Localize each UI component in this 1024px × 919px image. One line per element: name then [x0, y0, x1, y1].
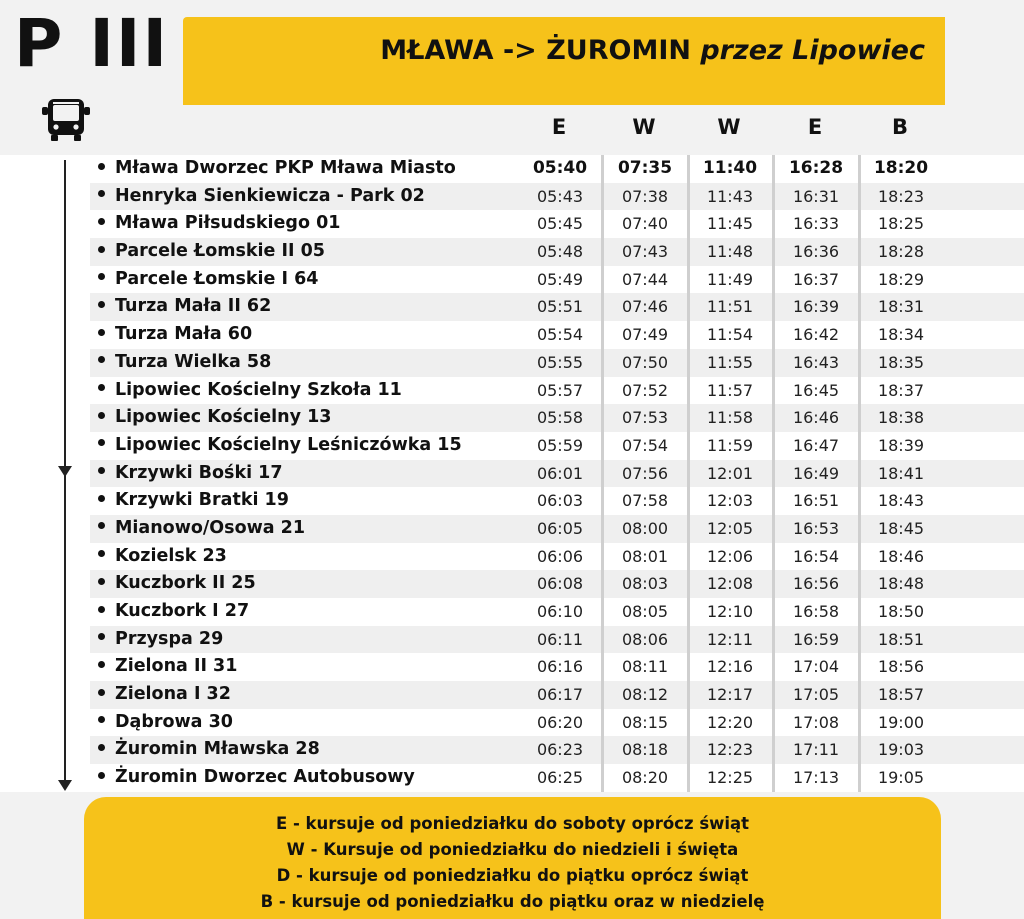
stop-name — [98, 349, 271, 377]
departure-time: 08:20 — [621, 768, 669, 788]
departure-time: 08:03 — [621, 574, 669, 594]
stop-name — [98, 487, 289, 515]
stop-name-label: Zielona I 32 — [115, 684, 231, 705]
table-row — [90, 487, 1024, 515]
stop-name — [98, 183, 425, 211]
bus-icon — [40, 97, 92, 143]
departure-time: 11:58 — [706, 408, 754, 428]
bullet-icon — [98, 772, 105, 779]
legend-line-e: E - kursuje od poniedziałku do soboty oprócz świąt — [275, 814, 750, 833]
departure-time: 11:48 — [706, 242, 754, 262]
bullet-icon — [98, 633, 105, 640]
legend-line-b: B - kursuje od poniedziałku do piątku oraz w niedzielę — [260, 892, 765, 911]
table-row — [90, 404, 1024, 432]
departure-time: 18:46 — [877, 546, 925, 566]
table-row — [90, 653, 1024, 681]
bullet-icon — [98, 689, 105, 696]
stop-name — [98, 432, 462, 460]
arrow-down-icon — [58, 780, 72, 791]
departure-time: 17:05 — [792, 685, 840, 705]
departure-time: 05:54 — [536, 325, 584, 345]
departure-time: 16:58 — [792, 602, 840, 621]
departure-time: 19:00 — [877, 712, 925, 732]
departure-time: 12:23 — [706, 740, 754, 760]
table-row — [90, 709, 1024, 737]
departure-time: 06:01 — [536, 463, 584, 483]
bullet-icon — [98, 495, 105, 502]
stop-name — [98, 626, 223, 654]
departure-time: 07:56 — [621, 463, 669, 483]
bullet-icon — [98, 661, 105, 668]
stop-name-label: Kuczbork I 27 — [115, 601, 250, 621]
departure-time: 11:49 — [706, 269, 754, 289]
departure-time: 06:20 — [536, 712, 584, 732]
departure-time: 12:06 — [706, 546, 754, 566]
departure-time: 16:43 — [792, 352, 840, 372]
stop-name-label: Lipowiec Kościelny Leśniczówka 15 — [115, 434, 462, 455]
table-row — [90, 210, 1024, 238]
table-row — [90, 736, 1024, 764]
departure-time: 16:51 — [792, 491, 840, 511]
departure-time: 16:56 — [792, 574, 840, 594]
bullet-icon — [98, 218, 105, 225]
departure-time: 18:39 — [877, 435, 925, 455]
departure-time: 16:28 — [788, 158, 844, 178]
departure-time: 08:12 — [621, 685, 669, 705]
table-row — [90, 570, 1024, 598]
route-title-via: przez Lipowiec — [700, 35, 925, 66]
departure-time: 06:10 — [536, 602, 584, 621]
departure-time: 12:01 — [706, 463, 754, 483]
departure-time: 12:10 — [706, 602, 754, 621]
bullet-icon — [98, 329, 105, 336]
departure-time: 12:20 — [706, 712, 754, 732]
stop-name-label: Kozielsk 23 — [115, 545, 227, 566]
bullet-icon — [98, 273, 105, 280]
stop-name-label: Mława Piłsudskiego 01 — [115, 213, 341, 234]
departure-time: 07:35 — [617, 158, 673, 178]
stop-name — [98, 681, 231, 709]
legend-line-d: D - kursuje od poniedziałku do piątku oprócz świąt — [276, 866, 749, 885]
departure-time: 18:20 — [873, 158, 929, 178]
departure-time: 18:38 — [877, 408, 925, 428]
departure-time: 12:03 — [706, 491, 754, 511]
stop-name — [98, 377, 402, 405]
departure-time: 19:03 — [877, 740, 925, 760]
departure-time: 07:40 — [621, 214, 669, 234]
departure-time: 05:58 — [536, 408, 584, 428]
stop-name — [98, 598, 249, 626]
departure-time: 18:48 — [877, 574, 925, 594]
departure-time: 07:43 — [621, 242, 669, 262]
table-row — [90, 321, 1024, 349]
departure-time: 18:23 — [877, 186, 925, 206]
departure-time: 05:45 — [536, 214, 584, 234]
timetable-rows — [90, 155, 1024, 792]
arrow-down-icon — [58, 466, 72, 477]
departure-time: 11:54 — [706, 325, 754, 345]
departure-time: 17:13 — [792, 768, 840, 788]
route-title-main: MŁAWA -> ŻUROMIN — [380, 35, 701, 66]
departure-time: 12:11 — [706, 629, 754, 649]
departure-time: 07:49 — [621, 325, 669, 345]
departure-time: 18:28 — [877, 242, 925, 262]
departure-time: 16:31 — [792, 186, 840, 206]
departure-time: 16:45 — [792, 380, 840, 400]
table-row — [90, 460, 1024, 488]
stop-name — [98, 210, 340, 238]
departure-time: 18:43 — [877, 491, 925, 511]
departure-time: 08:06 — [621, 629, 669, 649]
departure-time: 18:35 — [877, 352, 925, 372]
departure-time: 18:41 — [877, 463, 925, 483]
departure-time: 05:40 — [532, 158, 588, 178]
stop-name-label: Parcele Łomskie II 05 — [115, 241, 325, 262]
column-divider — [772, 155, 775, 792]
departure-time: 11:59 — [706, 435, 754, 455]
departure-time: 11:57 — [706, 380, 754, 400]
table-row — [90, 155, 1024, 183]
departure-time: 16:47 — [792, 435, 840, 455]
departure-time: 08:00 — [621, 518, 669, 538]
departure-time: 05:51 — [536, 297, 584, 317]
departure-time: 18:25 — [877, 214, 925, 234]
departure-time: 05:48 — [536, 242, 584, 262]
departure-time: 18:57 — [877, 685, 925, 705]
bullet-icon — [98, 522, 105, 529]
stop-name — [98, 155, 456, 183]
legend-box — [84, 797, 941, 919]
bullet-icon — [98, 163, 105, 170]
table-row — [90, 183, 1024, 211]
departure-time: 07:53 — [621, 408, 669, 428]
column-divider — [601, 155, 604, 792]
bullet-icon — [98, 744, 105, 751]
stop-name-label: Turza Wielka 58 — [115, 351, 272, 372]
table-row — [90, 681, 1024, 709]
stop-name-label: Dąbrowa 30 — [115, 711, 233, 732]
departure-time: 07:44 — [621, 269, 669, 289]
stop-name-label: Turza Mała 60 — [115, 324, 253, 345]
departure-time: 16:39 — [792, 297, 840, 317]
stop-name — [98, 321, 252, 349]
departure-time: 16:59 — [792, 629, 840, 649]
title-banner — [183, 17, 945, 105]
day-code-col-5: B — [891, 115, 908, 139]
departure-time: 16:42 — [792, 325, 840, 345]
stop-name-label: Żuromin Dworzec Autobusowy — [115, 767, 415, 788]
departure-time: 07:54 — [621, 435, 669, 455]
table-row — [90, 764, 1024, 792]
day-code-col-2: W — [632, 115, 656, 139]
departure-time: 12:08 — [706, 574, 754, 594]
departure-time: 17:11 — [792, 740, 840, 760]
table-row — [90, 293, 1024, 321]
column-divider — [858, 155, 861, 792]
stop-name — [98, 404, 331, 432]
departure-time: 05:43 — [536, 186, 584, 206]
bullet-icon — [98, 550, 105, 557]
stop-name-label: Zielona II 31 — [115, 656, 238, 677]
departure-time: 12:16 — [706, 657, 754, 677]
departure-time: 11:40 — [702, 158, 758, 178]
stop-name-label: Turza Mała II 62 — [115, 296, 272, 317]
departure-time: 18:34 — [877, 325, 925, 345]
stop-name-label: Żuromin Mławska 28 — [115, 739, 320, 760]
stop-name — [98, 764, 415, 792]
stop-name — [98, 293, 271, 321]
departure-time: 08:11 — [621, 657, 669, 677]
departure-time: 16:36 — [792, 242, 840, 262]
departure-time: 17:04 — [792, 657, 840, 677]
departure-time: 12:05 — [706, 518, 754, 538]
bullet-icon — [98, 301, 105, 308]
stop-name-label: Przyspa 29 — [115, 628, 224, 649]
departure-time: 05:57 — [536, 380, 584, 400]
stop-name-label: Parcele Łomskie I 64 — [115, 268, 319, 289]
departure-time: 11:43 — [706, 186, 754, 206]
departure-time: 16:54 — [792, 546, 840, 566]
stop-name — [98, 460, 283, 488]
departure-time: 07:50 — [621, 352, 669, 372]
bullet-icon — [98, 439, 105, 446]
day-code-col-4: E — [807, 115, 823, 139]
table-row — [90, 238, 1024, 266]
departure-time: 06:23 — [536, 740, 584, 760]
departure-time: 16:49 — [792, 463, 840, 483]
legend — [84, 811, 941, 915]
departure-time: 06:05 — [536, 518, 584, 538]
departure-time: 06:17 — [536, 685, 584, 705]
departure-time: 05:59 — [536, 435, 584, 455]
bullet-icon — [98, 384, 105, 391]
stop-name — [98, 238, 325, 266]
stop-name — [98, 570, 256, 598]
departure-time: 05:55 — [536, 352, 584, 372]
departure-time: 16:37 — [792, 269, 840, 289]
departure-time: 17:08 — [792, 712, 840, 732]
departure-time: 11:55 — [706, 352, 754, 372]
departure-time: 16:53 — [792, 518, 840, 538]
departure-time: 08:15 — [621, 712, 669, 732]
table-row — [90, 626, 1024, 654]
departure-time: 06:25 — [536, 768, 584, 788]
stop-name-label: Kuczbork II 25 — [115, 573, 256, 594]
stop-name-label: Mława Dworzec PKP Mława Miasto — [115, 158, 456, 178]
stop-name-label: Henryka Sienkiewicza - Park 02 — [115, 185, 425, 206]
departure-time: 18:50 — [877, 602, 925, 621]
departure-time: 11:45 — [706, 214, 754, 234]
departure-time: 07:38 — [621, 186, 669, 206]
bullet-icon — [98, 606, 105, 613]
bullet-icon — [98, 412, 105, 419]
table-row — [90, 377, 1024, 405]
departure-time: 06:16 — [536, 657, 584, 677]
departure-time: 16:46 — [792, 408, 840, 428]
departure-time: 16:33 — [792, 214, 840, 234]
legend-line-w: W - Kursuje od poniedziałku do niedzieli i święta — [286, 840, 739, 859]
departure-time: 06:11 — [536, 629, 584, 649]
table-row — [90, 349, 1024, 377]
stop-name-label: Lipowiec Kościelny Szkoła 11 — [115, 379, 402, 400]
bullet-icon — [98, 356, 105, 363]
bullet-icon — [98, 467, 105, 474]
departure-time: 06:03 — [536, 491, 584, 511]
day-code-col-1: E — [551, 115, 567, 139]
departure-time: 18:29 — [877, 269, 925, 289]
day-code-col-3: W — [717, 115, 741, 139]
departure-time: 18:31 — [877, 297, 925, 317]
departure-time: 11:51 — [706, 297, 754, 317]
bullet-icon — [98, 716, 105, 723]
stop-name — [98, 266, 318, 294]
departure-time: 18:51 — [877, 629, 925, 649]
bullet-icon — [98, 190, 105, 197]
departure-time: 18:45 — [877, 518, 925, 538]
stop-name-label: Krzywki Bośki 17 — [115, 462, 283, 483]
stop-name — [98, 653, 237, 681]
column-divider — [687, 155, 690, 792]
departure-time: 18:37 — [877, 380, 925, 400]
table-row — [90, 432, 1024, 460]
departure-time: 05:49 — [536, 269, 584, 289]
route-code: P III — [14, 5, 170, 82]
departure-time: 06:08 — [536, 574, 584, 594]
stop-name-label: Lipowiec Kościelny 13 — [115, 407, 332, 428]
route-title — [380, 35, 925, 66]
table-row — [90, 598, 1024, 626]
departure-time: 07:52 — [621, 380, 669, 400]
departure-time: 07:58 — [621, 491, 669, 511]
departure-time: 12:17 — [706, 685, 754, 705]
departure-time: 08:18 — [621, 740, 669, 760]
departure-time: 06:06 — [536, 546, 584, 566]
table-row — [90, 515, 1024, 543]
departure-time: 08:05 — [621, 602, 669, 621]
stop-name-label: Krzywki Bratki 19 — [115, 490, 289, 511]
bullet-icon — [98, 246, 105, 253]
departure-time: 08:01 — [621, 546, 669, 566]
table-row — [90, 543, 1024, 571]
bullet-icon — [98, 578, 105, 585]
departure-time: 12:25 — [706, 768, 754, 788]
departure-time: 19:05 — [877, 768, 925, 788]
stop-name — [98, 736, 320, 764]
stop-name — [98, 709, 233, 737]
departure-time: 18:56 — [877, 657, 925, 677]
departure-time: 07:46 — [621, 297, 669, 317]
stop-name — [98, 515, 305, 543]
stop-name — [98, 543, 227, 571]
table-row — [90, 266, 1024, 294]
stop-name-label: Mianowo/Osowa 21 — [115, 517, 306, 538]
